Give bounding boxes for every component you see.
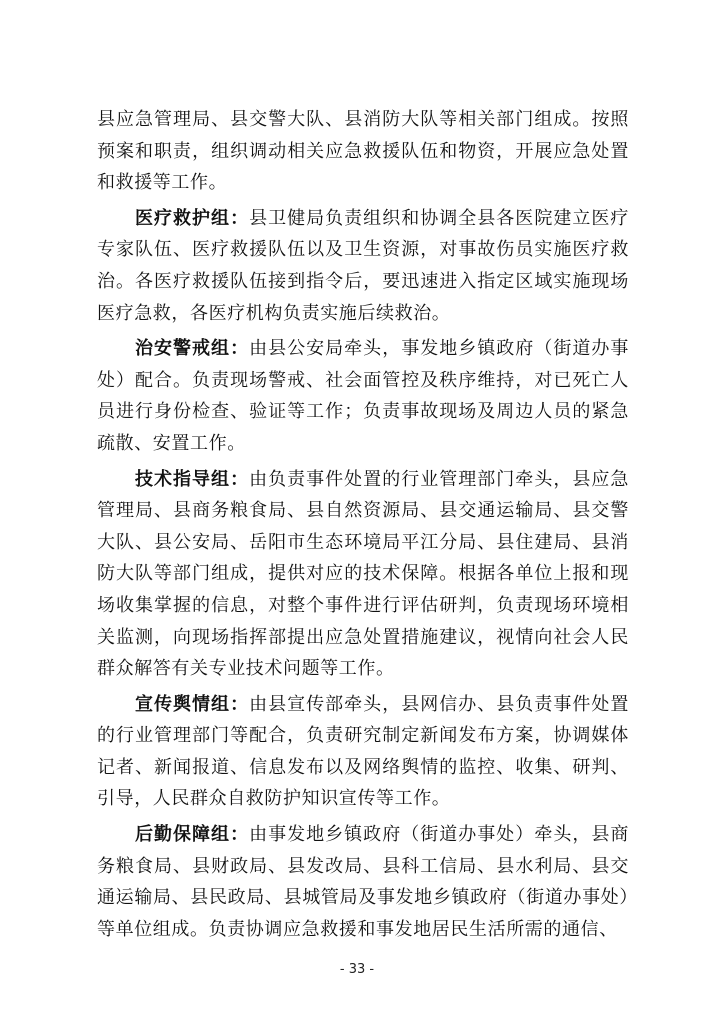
paragraph-continuation <box>97 104 629 199</box>
paragraph-heading: 宣传舆情组： <box>135 693 250 715</box>
paragraph-body: 县应急管理局、县交警大队、县消防大队等相关部门组成。按照预案和职责，组织调动相关应急救援队伍和物资，开展应急处置和救援等工作。 <box>97 109 629 194</box>
document-page <box>97 104 629 949</box>
page-number: - 33 - <box>339 962 375 977</box>
paragraph-security-group <box>97 333 629 459</box>
paragraph-heading: 技术指导组： <box>135 468 250 490</box>
paragraph-body: 县卫健局负责组织和协调全县各医院建立医疗专家队伍、医疗救援队伍以及卫生资源，对事故伤员实施医疗救治。各医疗救援队伍接到指令后，要迅速进入指定区域实施现场医疗急救，各医疗机构负责实施后续救治。 <box>97 207 629 324</box>
paragraph-body: 由事发地乡镇政府（街道办事处）牵头，县商务粮食局、县财政局、县发改局、县科工信局、县水利局、县交通运输局、县民政局、县城管局及事发地乡镇政府（街道办事处）等单位组成。负责协调应急救援和事发地居民生活所需的通信、 <box>97 824 629 940</box>
paragraph-body: 由负责事件处置的行业管理部门牵头，县应急管理局、县商务粮食局、县自然资源局、县交通运输局、县交警大队、县公安局、岳阳市生态环境局平江分局、县住建局、县消防大队等部门组成，提供对应的技术保障。根据各单位上报和现场收集掌握的信息，对整个事件进行评估研判，负责现场环境相关监测，向现场指挥部提出应急处置措施建议，视情向社会人民群众解答有关专业技术问题等工作。 <box>97 468 629 680</box>
paragraph-heading: 医疗救护组： <box>135 207 250 229</box>
paragraph-heading: 后勤保障组： <box>135 824 250 846</box>
paragraph-logistics-group <box>97 819 629 945</box>
paragraph-body: 由县公安局牵头，事发地乡镇政府（街道办事处）配合。负责现场警戒、社会面管控及秩序维持，对已死亡人员进行身份检查、验证等工作；负责事故现场及周边人员的紧急疏散、安置工作。 <box>97 338 629 454</box>
paragraph-publicity-group <box>97 689 629 815</box>
paragraph-technical-guidance-group <box>97 464 629 685</box>
paragraph-body: 由县宣传部牵头，县网信办、县负责事件处置的行业管理部门等配合，负责研究制定新闻发布方案，协调媒体记者、新闻报道、信息发布以及网络舆情的监控、收集、研判、引导，人民群众自救防护知识宣传等工作。 <box>97 693 629 810</box>
paragraph-heading: 治安警戒组： <box>135 338 250 360</box>
paragraph-medical-rescue-group <box>97 203 629 329</box>
